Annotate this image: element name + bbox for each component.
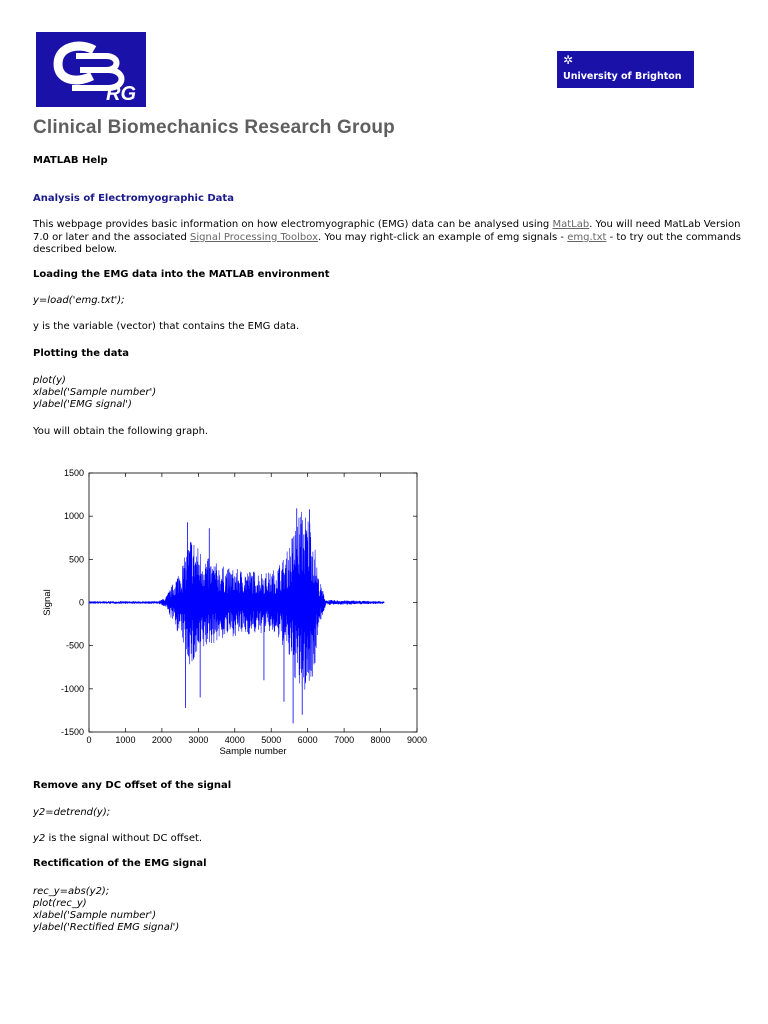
heading-rectification: Rectification of the EMG signal [33,858,207,869]
y-tick-label: -1000 [60,683,84,694]
emg-chart [36,462,436,765]
y-tick-label: 0 [78,597,84,608]
x-tick-label: 5000 [261,735,282,745]
emg-txt-link[interactable]: emg.txt [567,231,607,243]
y-tick-label: -500 [65,640,84,651]
y-tick-label: 1500 [63,468,84,478]
code-rect-2: plot(rec_y) [33,898,87,909]
x-tick-label: 2000 [151,735,172,745]
intro-paragraph: This webpage provides basic information on how electromyographic (EMG) data can be analysed using MatLab. You will need MatLab Version 7.0 or later and the associated Signal Processing Toolbox. You may right-click an example of emg signals - emg.txt - to try out the commands described below. [33,219,742,255]
matlab-link[interactable]: MatLab [552,219,590,230]
y-tick-label: 500 [68,554,84,565]
x-tick-label: 1000 [115,735,136,745]
section-heading-analysis: Analysis of Electromyographic Data [33,193,234,204]
code-rect-4: ylabel('Rectified EMG signal') [33,922,180,933]
heading-dc-offset: Remove any DC offset of the signal [33,780,232,791]
svg-text:RG: RG [106,83,136,105]
heading-plotting: Plotting the data [33,348,129,359]
emg-chart-svg [36,462,436,762]
code-load: y=load('emg.txt'); [33,295,125,306]
text-plot: You will obtain the following graph. [33,426,209,437]
page-title: Clinical Biomechanics Research Group [33,117,395,138]
university-logo [557,51,694,88]
text-dc: y2 is the signal without DC offset. [33,833,203,844]
heading-loading: Loading the EMG data into the MATLAB environment [33,269,330,280]
x-axis-label: Sample number [219,746,287,757]
cbrg-logo [36,32,146,107]
code-plot-1: plot(y) [33,375,66,386]
code-plot-2: xlabel('Sample number') [33,387,157,398]
university-logo-text: University of Brighton [563,71,682,82]
x-tick-label: 7000 [334,735,355,745]
star-icon: ✲ [563,53,574,67]
x-tick-label: 9000 [406,735,428,745]
x-tick-label: 3000 [188,735,209,745]
y-tick-label: -1500 [60,727,84,737]
x-tick-label: 6000 [297,735,318,745]
x-tick-label: 4000 [224,735,245,745]
x-tick-label: 8000 [370,735,391,745]
code-plot-3: ylabel('EMG signal') [33,399,132,410]
code-rect-1: rec_y=abs(y2); [33,886,110,897]
x-tick-label: 0 [86,735,92,745]
page-subtitle: MATLAB Help [33,155,108,166]
y-tick-label: 1000 [63,511,84,522]
y-axis-label: Signal [42,589,53,616]
signal-processing-toolbox-link[interactable]: Signal Processing Toolbox [190,231,318,243]
text-load: y is the variable (vector) that contains the EMG data. [33,321,300,332]
code-detrend: y2=detrend(y); [33,807,111,818]
code-rect-3: xlabel('Sample number') [33,910,157,921]
